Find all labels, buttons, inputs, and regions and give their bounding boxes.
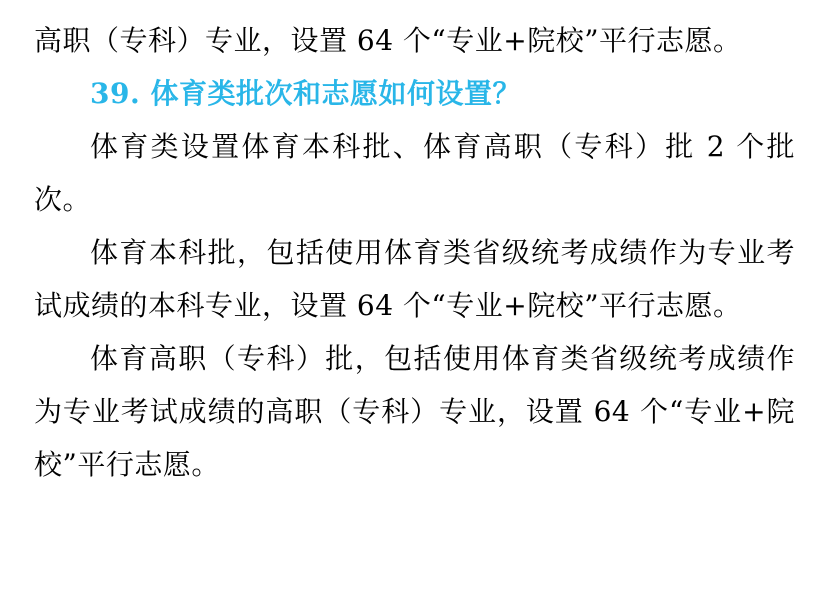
paragraph-3: 体育高职（专科）批，包括使用体育类省级统考成绩作为专业考试成绩的高职（专科）专业，设置 64 个“专业+院校”平行志愿。 — [34, 342, 795, 481]
paragraph-1: 体育类设置体育本科批、体育高职（专科）批 2 个批次。 — [34, 130, 795, 216]
section-heading-39: 39. 体育类批次和志愿如何设置？ — [90, 77, 521, 110]
paragraph-2: 体育本科批，包括使用体育类省级统考成绩作为专业考试成绩的本科专业，设置 64 个“专业+院校”平行志愿。 — [34, 236, 795, 322]
paragraph-continued: 高职（专科）专业，设置 64 个“专业+院校”平行志愿。 — [34, 24, 742, 57]
